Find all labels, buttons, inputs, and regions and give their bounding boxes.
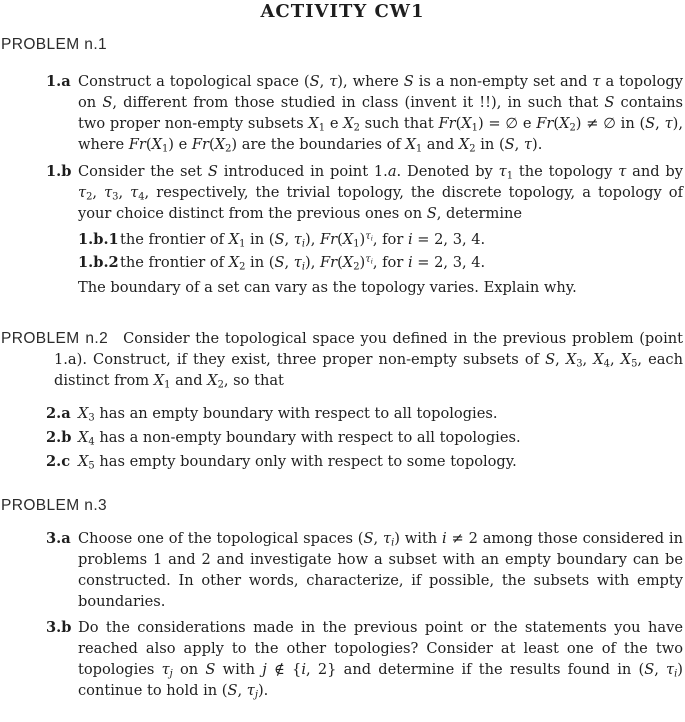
item-2b-label: 2.b [46,429,72,446]
problem-1-heading: PROBLEM n.1 [1,36,108,53]
boundary-note: The boundary of a set can vary as the topology varies. Explain why. [78,279,577,296]
item-3a-text: Choose one of the topological spaces (S, $\tau_i$) with i ≠ 2 among those considered in problems 1 and 2 and investigate how a subset with an empty boundary can be constructed. In other words, characterize, if possible, the subsets with empty boundaries. [78,530,683,610]
item-3a-label: 3.a [46,530,71,547]
item-1a-label: 1.a [46,73,71,90]
subitem-1b2 [78,252,683,273]
item-2b-text: $X_4$ has a non-empty boundary with respect to all topologies. [78,429,521,448]
item-2a [46,403,683,424]
problem-2-paragraph [1,328,683,391]
item-2c-text: $X_5$ has empty boundary only with respect to some topology. [78,453,517,472]
item-1a-text: Construct a topological space (S, τ), where S is a non-empty set and τ a topology on S, different from those studied in class (invent it !!), in such that S contains two proper non-empty subsets $X_1$ e $X_2$ such that $Fr(X_1)$ = ∅ e $Fr(X_2)$ ≠ ∅ in (S, τ), where $Fr(X_1)$ e $Fr(X_2)$ are the boundaries of $X_1$ and $X_2$ in (S, τ). [78,73,684,155]
item-3b-text: Do the considerations made in the previous point or the statements you have reached also apply to the other topologies? Consider at least one of the two topologies $\tau_j$ on S with j ∉ {i, 2} and determine if the results found in (S, $\tau_i$) continue to hold in (S, $\tau_j$). [78,619,683,701]
item-1b [46,161,683,224]
item-2c [46,451,683,472]
subitem-1b1 [78,229,683,250]
subitem-1b2-label: 1.b.2 [78,254,119,271]
item-3b-label: 3.b [46,619,72,636]
problem-3-section [0,497,685,701]
item-3a [46,528,683,612]
problem-3-heading: PROBLEM n.3 [1,497,108,514]
item-2b [46,427,683,448]
subitem-1b1-text: the frontier of $X_1$ in (S, $\tau_i$), $Fr(X_1)^{\tau_i}$, for i = 2, 3, 4. [120,231,486,250]
subitem-1b1-label: 1.b.1 [78,231,119,248]
problem-2-section [0,328,685,472]
item-2c-label: 2.c [46,453,71,470]
problem-2-heading: PROBLEM n.2 [1,330,109,347]
item-2a-label: 2.a [46,405,71,422]
page-title: ACTIVITY CW1 [260,1,425,22]
problem-2-intro: Consider the topological space you defined in the previous problem (point 1.a). Construct, if they exist, three proper non-empty subsets of S, $X_3$, $X_4$, $X_5$, each distinct from $X_1$ and $X_2$, so that [54,330,683,391]
item-1a [46,71,683,155]
problem-1-section [0,36,685,298]
item-1b-label: 1.b [46,163,72,180]
subitem-1b2-text: the frontier of $X_2$ in (S, $\tau_i$), $Fr(X_2)^{\tau_i}$, for i = 2, 3, 4. [120,254,486,273]
item-1b-text: Consider the set S introduced in point 1.a. Denoted by $\tau_1$ the topology τ and by $\tau_2$, $\tau_3$, $\tau_4$, respectively, the trivial topology, the discrete topology, a topology of your choice distinct from the previous ones on S, determine [78,163,684,222]
item-2a-text: $X_3$ has an empty boundary with respect to all topologies. [78,405,498,424]
item-3b [46,617,683,701]
